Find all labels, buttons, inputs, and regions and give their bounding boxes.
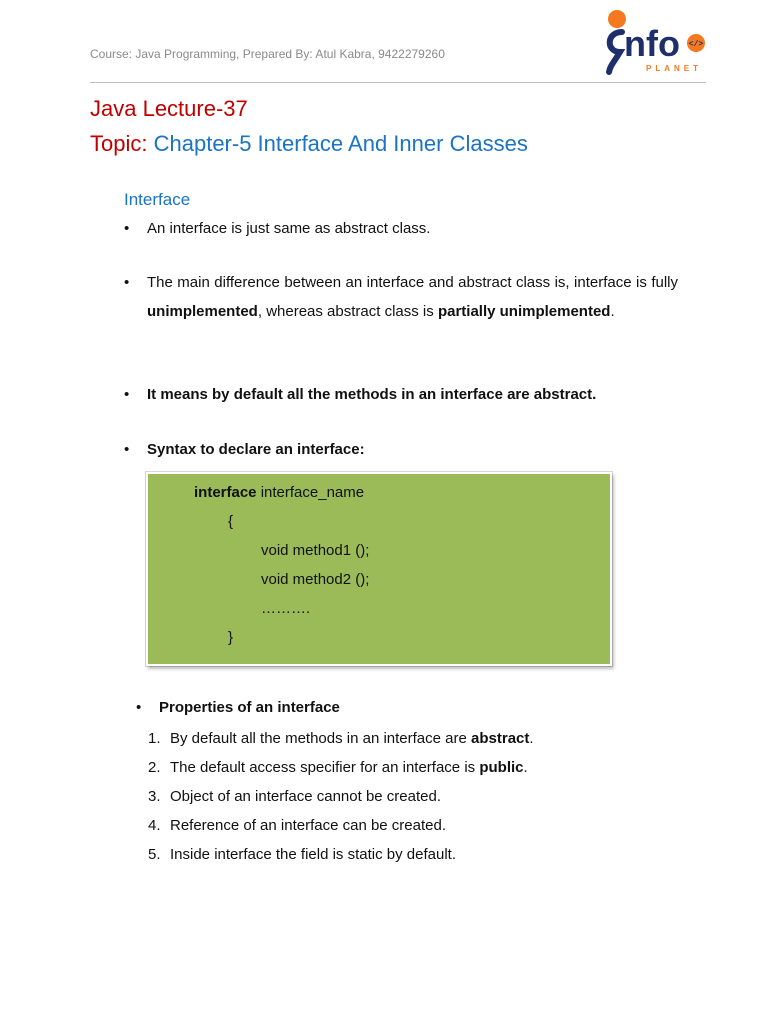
header-divider xyxy=(90,82,706,83)
logo-sub-text: PLANET xyxy=(646,64,702,73)
code-ellipsis: ………. xyxy=(261,600,311,617)
bullet-dot: • xyxy=(124,441,130,458)
list-item xyxy=(148,811,534,840)
bullet-dot: • xyxy=(124,386,130,403)
topic-label: Topic: xyxy=(90,131,148,156)
bullet-text-part: The main difference between an interface and abstract class is, interface is fully xyxy=(147,274,678,291)
list-bold-text: abstract xyxy=(471,730,530,747)
list-item xyxy=(148,753,534,782)
code-line-declaration xyxy=(194,484,364,501)
list-text: Inside interface the field is static by default. xyxy=(170,846,456,863)
code-syntax-box xyxy=(146,472,612,666)
section-heading-interface: Interface xyxy=(124,190,191,209)
code-method-2: void method2 (); xyxy=(261,571,370,588)
list-number: 5. xyxy=(148,846,161,863)
bullet-dot: • xyxy=(136,699,142,716)
bullet-text xyxy=(147,268,678,326)
list-text-tail: . xyxy=(529,730,534,747)
properties-heading-text: Properties of an interface xyxy=(159,699,340,716)
bullet-bold-text: unimplemented xyxy=(147,303,258,320)
bullet-text-part: . xyxy=(610,303,615,320)
properties-heading xyxy=(136,697,340,719)
code-open-brace: { xyxy=(228,513,234,530)
list-text: By default all the methods in an interface are xyxy=(170,730,472,747)
list-item xyxy=(148,724,534,753)
code-close-brace: } xyxy=(228,629,234,646)
bullet-bold-text: It means by default all the methods in an interface are abstract. xyxy=(147,386,597,403)
bullet-bold-text: partially unimplemented xyxy=(437,303,611,320)
bullet-dot: • xyxy=(124,274,130,291)
list-number: 1. xyxy=(148,730,161,747)
bullet-item-1 xyxy=(124,214,678,243)
bullet-text: An interface is just same as abstract class. xyxy=(147,220,431,237)
info-planet-logo xyxy=(600,6,716,76)
list-text: The default access specifier for an interface is xyxy=(170,759,480,776)
bullet-bold-text: Syntax to declare an interface: xyxy=(147,441,365,458)
bullet-text xyxy=(147,380,678,409)
list-text: Reference of an interface can be created. xyxy=(170,817,447,834)
logo-main-text: nfo xyxy=(624,23,680,64)
topic-title xyxy=(90,131,528,157)
list-number: 3. xyxy=(148,788,161,805)
bullet-item-3 xyxy=(124,380,678,409)
lecture-title: Java Lecture-37 xyxy=(90,96,248,121)
list-number: 2. xyxy=(148,759,161,776)
list-bold-text: public xyxy=(479,759,524,776)
list-text-tail: . xyxy=(523,759,528,776)
list-item xyxy=(148,840,534,869)
bullet-text xyxy=(147,435,678,464)
topic-text: Chapter-5 Interface And Inner Classes xyxy=(153,131,528,156)
code-keyword: interface xyxy=(194,484,257,501)
list-number: 4. xyxy=(148,817,161,834)
logo-hook xyxy=(609,32,622,72)
list-item xyxy=(148,782,534,811)
list-text: Object of an interface cannot be created. xyxy=(170,788,442,805)
properties-list xyxy=(148,724,534,869)
logo-code-glyph: </> xyxy=(688,40,704,49)
code-method-1: void method1 (); xyxy=(261,542,370,559)
bullet-text-part: , whereas abstract class is xyxy=(257,303,438,320)
bullet-item-4 xyxy=(124,435,678,464)
header-course-text: Course: Java Programming, Prepared By: Atul Kabra, 9422279260 xyxy=(90,47,445,61)
bullet-item-2 xyxy=(124,268,678,326)
code-interface-name: interface_name xyxy=(256,484,365,501)
bullet-dot: • xyxy=(124,220,130,237)
